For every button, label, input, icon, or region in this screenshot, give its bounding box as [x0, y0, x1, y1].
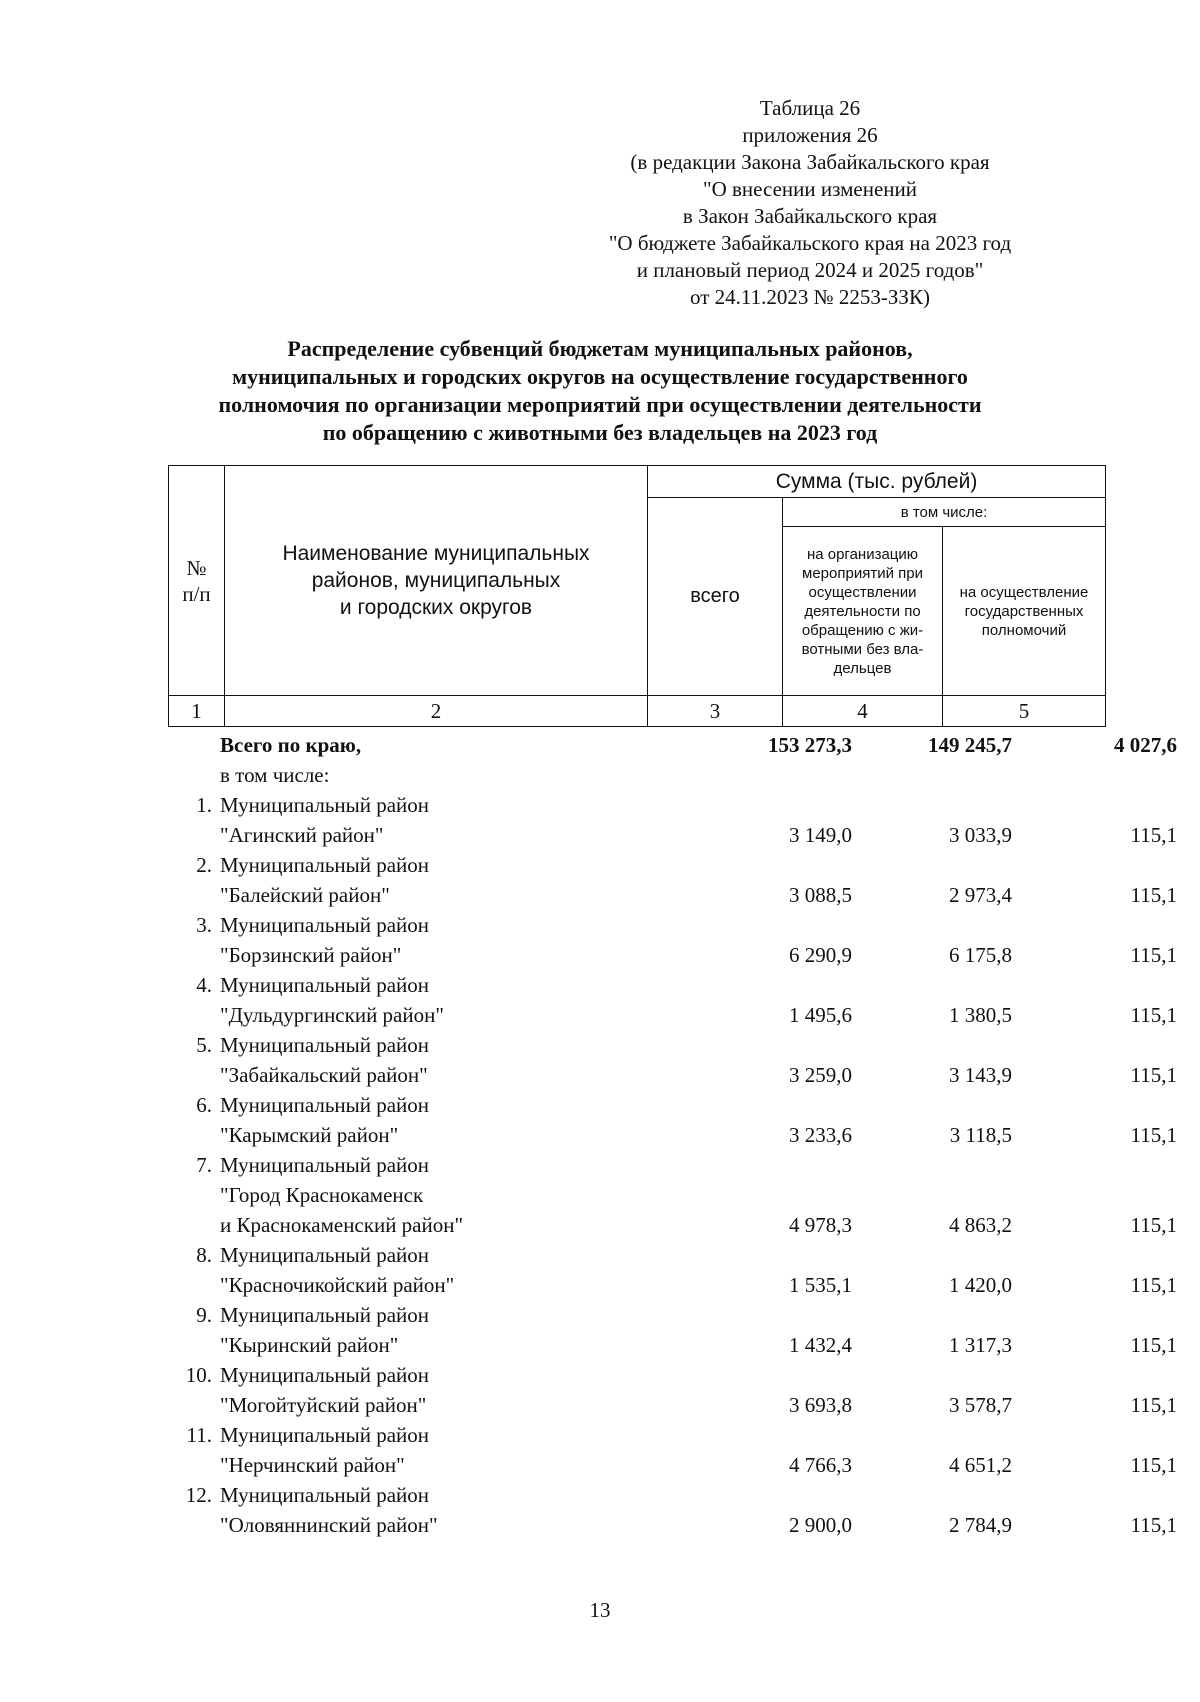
table-row [168, 1360, 1105, 1390]
table-row [168, 820, 1177, 850]
row-name: "Борзинский район" [220, 943, 402, 967]
row-animals: 3 033,9 [949, 823, 1012, 847]
row-name: Муниципальный район [220, 853, 430, 877]
row-total: 3 693,8 [789, 1393, 852, 1417]
row-powers [1012, 910, 1177, 940]
row-name: Муниципальный район [220, 973, 430, 997]
row-name: "Могойтуйский район" [220, 1393, 427, 1417]
summary-powers: 4 027,6 [1114, 733, 1177, 757]
row-name: Муниципальный район [220, 1153, 430, 1177]
column-index: 3 [648, 696, 783, 727]
row-name: "Красночикойский район" [220, 1273, 455, 1297]
row-number [168, 1510, 220, 1540]
row-animals: 1 420,0 [949, 1273, 1012, 1297]
header-total-cell: всего [648, 498, 783, 696]
row-name: Муниципальный район [220, 1423, 430, 1447]
row-name: "Город Краснокаменск [220, 1183, 424, 1207]
table-row [168, 1090, 1105, 1120]
row-total: 3 149,0 [789, 823, 852, 847]
header-line: "О внесении изменений [703, 177, 917, 201]
row-name: "Нерчинский район" [220, 1453, 405, 1477]
row-total: 4 978,3 [789, 1213, 852, 1237]
table-row [168, 1000, 1177, 1030]
row-total [655, 970, 852, 1000]
row-name: и Краснокаменский район" [220, 1213, 464, 1237]
row-powers [1012, 1300, 1177, 1330]
row-total: 1 495,6 [789, 1003, 852, 1027]
row-name: "Забайкальский район" [220, 1063, 428, 1087]
table-row [168, 1480, 1105, 1510]
row-number [168, 1060, 220, 1090]
table-row [168, 1510, 1177, 1540]
row-total: 6 290,9 [789, 943, 852, 967]
row-powers: 115,1 [1130, 883, 1177, 907]
row-number [168, 1180, 220, 1210]
row-animals [852, 790, 1012, 820]
row-number [168, 880, 220, 910]
row-total [655, 1420, 852, 1450]
row-number [168, 1000, 220, 1030]
row-number: 8. [196, 1243, 212, 1267]
row-number [168, 1270, 220, 1300]
table-row [168, 850, 1105, 880]
row-animals: 3 118,5 [949, 1123, 1012, 1147]
row-total: 3 088,5 [789, 883, 852, 907]
row-number: 4. [196, 973, 212, 997]
row-animals [852, 1480, 1012, 1510]
row-name: Муниципальный район [220, 1363, 430, 1387]
row-total: 4 766,3 [789, 1453, 852, 1477]
row-animals: 4 651,2 [949, 1453, 1012, 1477]
row-animals [852, 1180, 1012, 1210]
row-number: 10. [185, 1363, 212, 1387]
table-row [168, 1420, 1105, 1450]
row-total [655, 1480, 852, 1510]
row-total: 2 900,0 [789, 1513, 852, 1537]
row-number: 5. [196, 1033, 212, 1057]
row-number: 3. [196, 913, 212, 937]
row-powers: 115,1 [1130, 823, 1177, 847]
column-index: 5 [943, 696, 1106, 727]
row-name: "Агинский район" [220, 823, 384, 847]
row-powers: 115,1 [1130, 1513, 1177, 1537]
row-animals [852, 910, 1012, 940]
table-row [168, 1210, 1177, 1240]
row-number [168, 1450, 220, 1480]
table-row [168, 1330, 1177, 1360]
row-powers: 115,1 [1130, 1213, 1177, 1237]
including-label: в том числе: [220, 763, 330, 787]
header-line: Таблица 26 [759, 96, 861, 120]
row-total: 3 259,0 [789, 1063, 852, 1087]
row-name: Муниципальный район [220, 1303, 430, 1327]
row-animals: 4 863,2 [949, 1213, 1012, 1237]
row-number: 6. [196, 1093, 212, 1117]
table-row [168, 1180, 1105, 1210]
row-total [655, 1300, 852, 1330]
column-index: 4 [783, 696, 943, 727]
row-total [655, 1240, 852, 1270]
row-powers [1012, 790, 1177, 820]
table-row [168, 1300, 1105, 1330]
row-powers: 115,1 [1130, 1393, 1177, 1417]
row-powers: 115,1 [1130, 1333, 1177, 1357]
table-row [168, 970, 1105, 1000]
title-line: муниципальных и городских округов на осуществление государственного [232, 364, 968, 389]
row-powers [1012, 850, 1177, 880]
header-name-cell: Наименование муниципальных районов, муниципальных и городских округов [225, 466, 648, 696]
title-line: полномочия по организации мероприятий при осуществлении деятельности [218, 392, 982, 417]
table-row [168, 1240, 1105, 1270]
header-line: "О бюджете Забайкальского края на 2023 год [608, 231, 1012, 255]
row-number: 7. [196, 1153, 212, 1177]
table-row [168, 790, 1105, 820]
title-line: Распределение субвенций бюджетам муниципальных районов, [287, 336, 913, 361]
row-powers: 115,1 [1130, 1273, 1177, 1297]
row-total [655, 790, 852, 820]
row-powers: 115,1 [1130, 1123, 1177, 1147]
header-animals-cell: на организацию мероприятий при осуществлении деятельности по обращению с жи- вотными без вла- дельцев [783, 527, 943, 696]
row-animals [852, 1090, 1012, 1120]
row-animals [852, 1300, 1012, 1330]
row-total [655, 1180, 852, 1210]
row-animals: 3 578,7 [949, 1393, 1012, 1417]
row-number: 2. [196, 853, 212, 877]
row-animals [852, 1240, 1012, 1270]
row-number [168, 940, 220, 970]
header-num-cell: № п/п [169, 466, 225, 696]
row-animals [852, 1150, 1012, 1180]
row-powers: 115,1 [1130, 943, 1177, 967]
table-row [168, 880, 1177, 910]
header-line: от 24.11.2023 № 2253-ЗЗК) [690, 285, 930, 309]
including-row [168, 760, 1105, 790]
row-total: 1 432,4 [789, 1333, 852, 1357]
row-animals [852, 1030, 1012, 1060]
row-animals: 2 784,9 [949, 1513, 1012, 1537]
table-body [168, 730, 1177, 1540]
row-number [168, 1330, 220, 1360]
row-powers [1012, 1240, 1177, 1270]
row-powers: 115,1 [1130, 1003, 1177, 1027]
row-total [655, 1030, 852, 1060]
row-animals [852, 850, 1012, 880]
row-powers: 115,1 [1130, 1453, 1177, 1477]
row-number: 11. [186, 1423, 212, 1447]
row-powers [1012, 1090, 1177, 1120]
row-name: "Оловяннинский район" [220, 1513, 438, 1537]
header-line: и плановый период 2024 и 2025 годов" [636, 258, 984, 282]
header-powers-cell: на осуществление государственных полномочий [943, 527, 1106, 696]
table-header [168, 465, 1106, 727]
row-powers [1012, 1480, 1177, 1510]
row-animals: 1 317,3 [949, 1333, 1012, 1357]
header-line: в Закон Забайкальского края [682, 204, 938, 228]
row-powers [1012, 1420, 1177, 1450]
header-line: приложения 26 [742, 123, 878, 147]
row-total: 1 535,1 [789, 1273, 852, 1297]
row-number: 9. [196, 1303, 212, 1327]
row-name: Муниципальный район [220, 793, 430, 817]
table-row [168, 1390, 1177, 1420]
column-index: 1 [169, 696, 225, 727]
summary-label: Всего по краю, [220, 733, 362, 757]
row-animals: 6 175,8 [949, 943, 1012, 967]
row-number [168, 1210, 220, 1240]
table-row [168, 1150, 1105, 1180]
row-name: Муниципальный район [220, 1093, 430, 1117]
row-animals: 2 973,4 [949, 883, 1012, 907]
row-name: Муниципальный район [220, 1243, 430, 1267]
row-animals [852, 970, 1012, 1000]
row-powers [1012, 1030, 1177, 1060]
appendix-header [560, 95, 1060, 311]
summary-animals: 149 245,7 [928, 733, 1012, 757]
row-name: "Дульдургинский район" [220, 1003, 444, 1027]
row-total [655, 850, 852, 880]
row-name: "Карымский район" [220, 1123, 399, 1147]
document-title [150, 335, 1050, 447]
header-sum-cell: Сумма (тыс. рублей) [648, 466, 1106, 498]
summary-row [168, 730, 1177, 760]
row-total [655, 910, 852, 940]
row-number [168, 1390, 220, 1420]
column-index: 2 [225, 696, 648, 727]
row-total [655, 1360, 852, 1390]
row-name: Муниципальный район [220, 1483, 430, 1507]
title-line: по обращению с животными без владельцев на 2023 год [322, 420, 878, 445]
row-powers [1012, 1150, 1177, 1180]
table-row [168, 940, 1177, 970]
row-animals: 3 143,9 [949, 1063, 1012, 1087]
row-name: "Кыринский район" [220, 1333, 399, 1357]
row-powers [1012, 970, 1177, 1000]
row-animals [852, 1360, 1012, 1390]
row-powers: 115,1 [1130, 1063, 1177, 1087]
header-including-cell: в том числе: [783, 498, 1106, 527]
row-name: Муниципальный район [220, 913, 430, 937]
header-line: (в редакции Закона Забайкальского края [630, 150, 990, 174]
row-number: 12. [185, 1483, 212, 1507]
table-row [168, 910, 1105, 940]
page-number: 13 [589, 1598, 611, 1622]
row-number: 1. [196, 793, 212, 817]
row-powers [1012, 1180, 1177, 1210]
table-row [168, 1270, 1177, 1300]
row-number [168, 1120, 220, 1150]
table-row [168, 1060, 1177, 1090]
summary-total: 153 273,3 [768, 733, 852, 757]
row-total [655, 1090, 852, 1120]
row-number [168, 820, 220, 850]
row-animals [852, 1420, 1012, 1450]
row-powers [1012, 1360, 1177, 1390]
row-name: "Балейский район" [220, 883, 390, 907]
row-animals: 1 380,5 [949, 1003, 1012, 1027]
row-name: Муниципальный район [220, 1033, 430, 1057]
table-row [168, 1030, 1105, 1060]
row-total [655, 1150, 852, 1180]
table-row [168, 1450, 1177, 1480]
row-total: 3 233,6 [789, 1123, 852, 1147]
table-row [168, 1120, 1177, 1150]
